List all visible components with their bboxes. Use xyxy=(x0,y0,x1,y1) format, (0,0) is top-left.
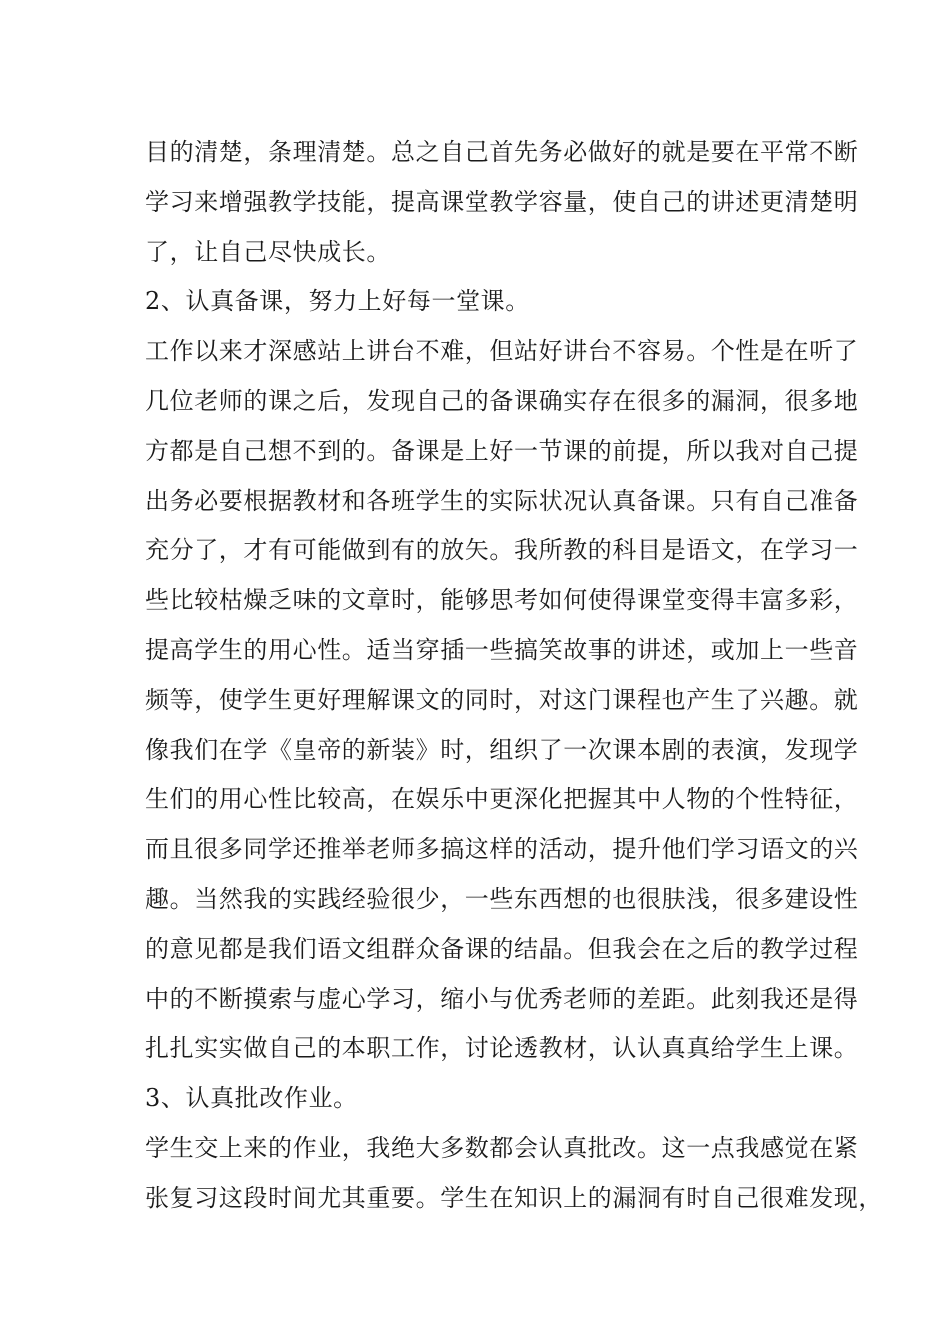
text-line: 学生交上来的作业，我绝大多数都会认真批改。这一点我感觉在紧 xyxy=(145,1133,859,1162)
text-line: 几位老师的课之后，发现自己的备课确实存在很多的漏洞，很多地 xyxy=(145,386,859,415)
text-line: 趣。当然我的实践经验很少，一些东西想的也很肤浅，很多建设性 xyxy=(145,884,859,913)
text-line: 些比较枯燥乏味的文章时，能够思考如何使得课堂变得丰富多彩， xyxy=(145,586,859,615)
section-heading: 2、认真备课，努力上好每一堂课。 xyxy=(145,287,530,316)
text-line: 而且很多同学还推举老师多搞这样的活动，提升他们学习语文的兴 xyxy=(145,835,859,864)
text-line: 方都是自己想不到的。备课是上好一节课的前提，所以我对自己提 xyxy=(145,436,859,465)
text-line: 了，让自己尽快成长。 xyxy=(145,237,391,266)
text-line: 工作以来才深感站上讲台不难，但站好讲台不容易。个性是在听了 xyxy=(145,337,859,366)
text-line: 生们的用心性比较高，在娱乐中更深化把握其中人物的个性特征， xyxy=(145,785,859,814)
text-line: 提高学生的用心性。适当穿插一些搞笑故事的讲述，或加上一些音 xyxy=(145,635,859,664)
text-line: 扎扎实实做自己的本职工作，讨论透教材，认认真真给学生上课。 xyxy=(145,1034,859,1063)
text-line: 张复习这段时间尤其重要。学生在知识上的漏洞有时自己很难发现， xyxy=(145,1183,883,1212)
section-heading: 3、认真批改作业。 xyxy=(145,1084,358,1113)
text-line: 频等，使学生更好理解课文的同时，对这门课程也产生了兴趣。就 xyxy=(145,685,859,714)
text-line: 的意见都是我们语文组群众备课的结晶。但我会在之后的教学过程 xyxy=(145,934,859,963)
text-line: 像我们在学《皇帝的新装》时，组织了一次课本剧的表演，发现学 xyxy=(145,735,859,764)
text-line: 充分了，才有可能做到有的放矢。我所教的科目是语文，在学习一 xyxy=(145,536,859,565)
text-line: 学习来增强教学技能，提高课堂教学容量，使自己的讲述更清楚明 xyxy=(145,187,859,216)
text-line: 出务必要根据教材和各班学生的实际状况认真备课。只有自己准备 xyxy=(145,486,859,515)
text-line: 目的清楚，条理清楚。总之自己首先务必做好的就是要在平常不断 xyxy=(145,138,859,166)
text-line: 中的不断摸索与虚心学习，缩小与优秀老师的差距。此刻我还是得 xyxy=(145,984,859,1013)
document-body xyxy=(145,128,883,1224)
